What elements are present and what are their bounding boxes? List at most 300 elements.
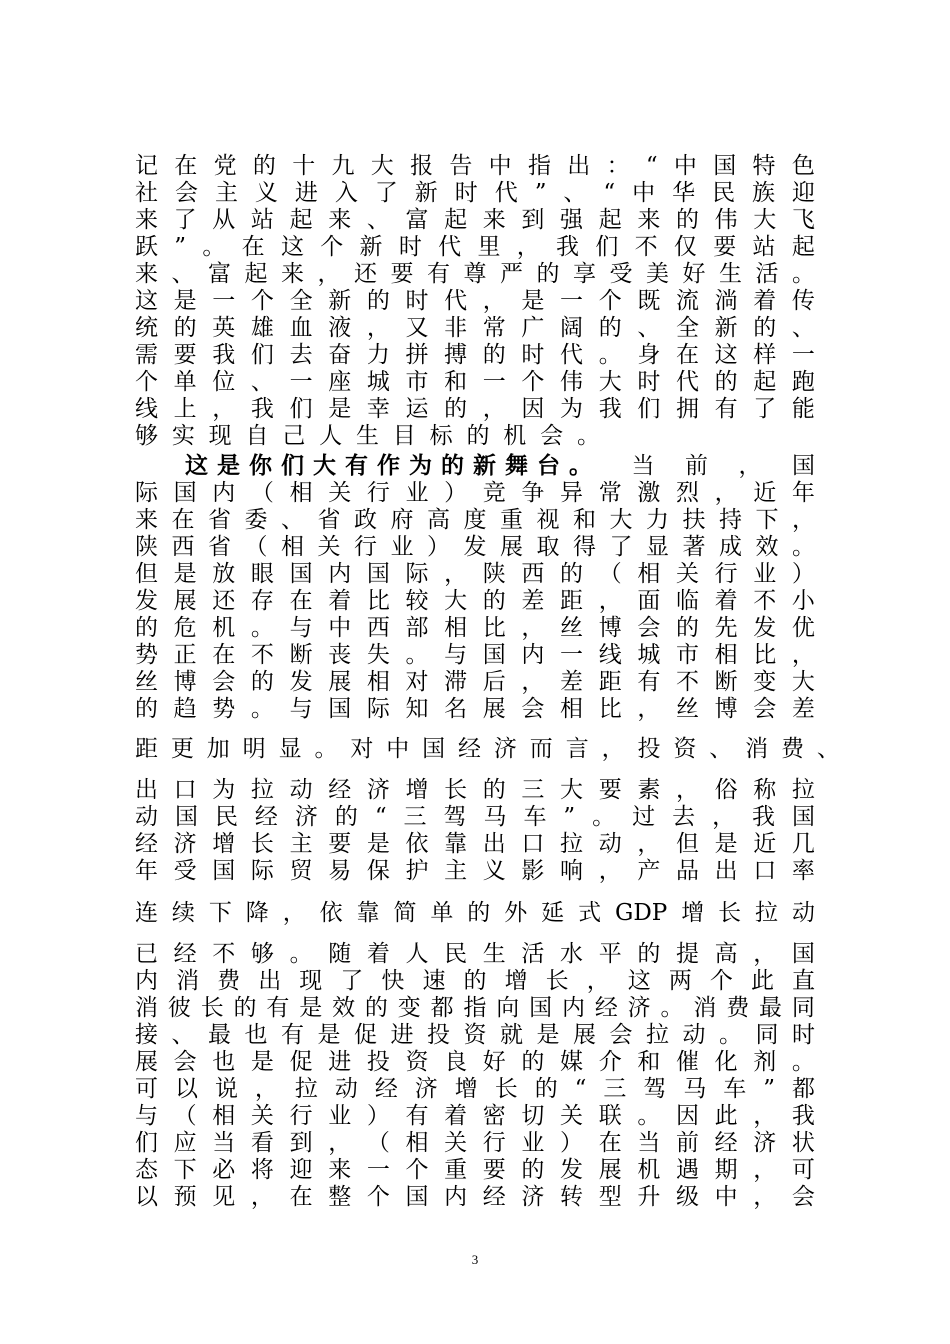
text-char: 扶 <box>682 507 706 533</box>
text-char: 言 <box>565 736 589 762</box>
heading-tail-char: 当 <box>631 453 655 479</box>
text-char: 相 <box>637 561 661 587</box>
text-char: 著 <box>682 534 706 560</box>
text-char: 投 <box>366 1049 390 1075</box>
text-char: 产 <box>637 858 661 884</box>
text-char: 这 <box>627 968 651 994</box>
text-char: 是 <box>714 831 738 857</box>
text-char: 能 <box>791 396 815 422</box>
text-char: 又 <box>405 315 429 341</box>
text-char: 主 <box>289 831 313 857</box>
text-char: 我 <box>791 1103 815 1129</box>
text-char: 。 <box>250 696 274 722</box>
text-char: 相 <box>212 1103 236 1129</box>
text-char: 在 <box>598 1130 622 1156</box>
text-char: 大 <box>753 207 777 233</box>
text-char: 。 <box>598 342 622 368</box>
text-char: 后 <box>482 669 506 695</box>
text-char: 们 <box>637 396 661 422</box>
text-char: 运 <box>405 396 429 422</box>
text-char: 。 <box>576 423 600 449</box>
text-char: 的 <box>334 804 358 830</box>
text-char: ， <box>482 396 506 422</box>
text-char: 民 <box>214 804 238 830</box>
text-char: 活 <box>521 941 545 967</box>
text-char: 与 <box>289 696 313 722</box>
text-char: 都 <box>430 995 454 1021</box>
text-char: 关 <box>250 1103 274 1129</box>
text-char: 关 <box>328 480 352 506</box>
text-char: 对 <box>350 736 374 762</box>
text-char: 在 <box>675 342 699 368</box>
text-char: ” <box>563 804 576 830</box>
text-char: 与 <box>135 1103 158 1129</box>
text-char: 是 <box>317 1022 341 1048</box>
text-char: 在 <box>241 234 265 260</box>
section-heading: 这是你们大有作为的新舞台。 <box>185 452 601 479</box>
text-char: 护 <box>405 858 429 884</box>
text-char: ） <box>791 561 815 587</box>
text-char: 提 <box>675 941 699 967</box>
text-char: 的 <box>482 777 506 803</box>
text-char: 关 <box>444 1130 468 1156</box>
text-char: 丧 <box>328 642 352 668</box>
text-char: 有 <box>405 1103 429 1129</box>
text-char: 陕 <box>482 561 506 587</box>
text-char: 变 <box>397 995 421 1021</box>
text-char: 临 <box>675 588 699 614</box>
text-char: ， <box>212 396 236 422</box>
text-char: 重 <box>444 1157 468 1183</box>
text-char: ） <box>366 1103 390 1129</box>
text-char: 升 <box>637 1184 661 1210</box>
text-char: 相 <box>281 534 304 560</box>
text-char: 、 <box>171 261 195 287</box>
text-char: 需 <box>135 342 158 368</box>
text-char: 口 <box>753 858 777 884</box>
text-char: ， <box>637 831 661 857</box>
text-char: ， <box>366 315 390 341</box>
text-char: 在 <box>289 588 313 614</box>
text-char: 趋 <box>173 696 197 722</box>
text-line <box>135 776 815 804</box>
text-char: 起 <box>444 207 468 233</box>
text-char: 政 <box>354 507 377 533</box>
text-char: 的 <box>135 615 158 641</box>
text-char: 时 <box>792 1022 815 1048</box>
text-char: 速 <box>422 968 446 994</box>
text-char: ” <box>534 180 547 206</box>
text-char: 这 <box>135 288 158 314</box>
text-char: 发 <box>463 534 487 560</box>
text-char: 出 <box>258 968 282 994</box>
text-char: 活 <box>755 261 779 287</box>
text-char: 断 <box>289 642 313 668</box>
text-char: 率 <box>791 858 815 884</box>
text-char: 伟 <box>560 369 584 395</box>
text-char: 发 <box>753 615 777 641</box>
text-char: 竞 <box>482 480 506 506</box>
text-char: 近 <box>753 831 777 857</box>
text-char: 新 <box>328 288 352 314</box>
text-char: 经 <box>714 1130 738 1156</box>
text-char: 中 <box>714 1184 738 1210</box>
text-char: 面 <box>637 588 661 614</box>
text-char: 会 <box>173 1049 197 1075</box>
text-char: 好 <box>482 1049 506 1075</box>
text-line <box>135 368 815 396</box>
text-char: 博 <box>173 669 197 695</box>
text-char: 但 <box>675 831 699 857</box>
text-char: 一 <box>366 1157 390 1183</box>
text-char: 大 <box>444 588 468 614</box>
text-char: 失 <box>366 642 390 668</box>
text-char: 座 <box>328 369 352 395</box>
text-char: 液 <box>328 315 352 341</box>
text-char: 素 <box>637 777 661 803</box>
text-line <box>135 1021 815 1049</box>
text-char: 动 <box>334 1076 358 1102</box>
text-char: 口 <box>173 777 197 803</box>
text-char: 。 <box>250 615 274 641</box>
text-char: 投 <box>637 736 661 762</box>
text-char: 国 <box>792 804 815 830</box>
text-char: 增 <box>681 900 705 926</box>
text-char: 、 <box>637 315 661 341</box>
text-char: 起 <box>753 369 777 395</box>
text-char: 际 <box>135 480 158 506</box>
text-char: 统 <box>135 315 158 341</box>
text-char: 淌 <box>714 288 738 314</box>
text-char: 飞 <box>791 207 815 233</box>
text-char: ） <box>560 1130 584 1156</box>
text-char: 关 <box>317 534 341 560</box>
text-char: 近 <box>753 480 777 506</box>
text-char: “ <box>603 180 616 206</box>
text-char: 差 <box>560 669 584 695</box>
text-char: 高 <box>714 941 738 967</box>
text-char: 同 <box>791 995 815 1021</box>
text-char: 城 <box>366 369 390 395</box>
text-char: 搏 <box>444 342 468 368</box>
text-char: 的 <box>637 941 661 967</box>
text-char: 对 <box>405 669 429 695</box>
text-char: 济 <box>493 736 517 762</box>
text-char: 华 <box>672 180 696 206</box>
text-char: 发 <box>560 1157 584 1183</box>
text-char: 还 <box>354 261 377 287</box>
text-char: 危 <box>173 615 197 641</box>
text-char: 了 <box>173 207 197 233</box>
text-char: 拼 <box>405 342 429 368</box>
heading-tail-char: ， <box>738 453 762 479</box>
text-char: 西 <box>366 615 390 641</box>
text-char: 行 <box>482 1130 506 1156</box>
text-char: 大 <box>791 669 815 695</box>
text-char: 、 <box>250 369 274 395</box>
text-char: 促 <box>289 1049 313 1075</box>
text-char: 是 <box>521 288 545 314</box>
text-char: 三 <box>603 1076 627 1102</box>
text-char: 与 <box>289 615 313 641</box>
text-char: 靠 <box>444 831 468 857</box>
text-char: 色 <box>791 153 815 179</box>
text-char: 现 <box>299 968 323 994</box>
text-char: 际 <box>405 561 429 587</box>
text-char: 和 <box>444 369 468 395</box>
text-char: 展 <box>328 669 352 695</box>
text-char: 义 <box>254 180 278 206</box>
text-char: 拉 <box>755 900 779 926</box>
text-char: 内 <box>444 1184 468 1210</box>
text-char: 放 <box>212 561 236 587</box>
text-char: 的 <box>467 900 491 926</box>
text-char: 的 <box>135 696 158 722</box>
text-char: 行 <box>354 534 377 560</box>
text-char: 大 <box>560 777 584 803</box>
text-char: 这 <box>714 342 738 368</box>
text-char: 业 <box>328 1103 352 1129</box>
text-char: 尊 <box>463 261 487 287</box>
text-char: 机 <box>212 615 236 641</box>
text-char: 线 <box>598 642 622 668</box>
text-char: 长 <box>545 968 569 994</box>
text-char: 里 <box>477 234 501 260</box>
text-char: 了 <box>609 534 633 560</box>
text-char: 的 <box>463 968 487 994</box>
text-char: 势 <box>212 696 236 722</box>
text-char: ， <box>328 1130 352 1156</box>
text-line <box>135 341 815 369</box>
text-char: 增 <box>212 831 236 857</box>
text-char: 前 <box>675 1130 699 1156</box>
text-char: 展 <box>598 1157 622 1183</box>
text-char: 。 <box>405 642 429 668</box>
text-char: 个 <box>521 369 545 395</box>
text-char: 下 <box>208 900 232 926</box>
text-char: 个 <box>366 1184 390 1210</box>
text-char: 内 <box>212 480 236 506</box>
text-char: 都 <box>792 1076 815 1102</box>
text-char: 代 <box>560 342 584 368</box>
text-char: 民 <box>712 180 736 206</box>
text-char: 血 <box>289 315 313 341</box>
text-char: 的 <box>536 261 560 287</box>
text-char: 要 <box>173 342 197 368</box>
text-char: 。 <box>637 1103 661 1129</box>
text-char: 国 <box>366 561 390 587</box>
text-char: 催 <box>675 1049 699 1075</box>
text-char: 们 <box>289 396 313 422</box>
text-char: 的 <box>466 423 490 449</box>
text-char: 相 <box>714 642 738 668</box>
text-char: 个 <box>250 288 274 314</box>
text-char: 因 <box>675 1103 699 1129</box>
text-line <box>135 614 815 642</box>
text-char: 着 <box>714 588 738 614</box>
text-char: 展 <box>135 1049 158 1075</box>
text-char: 可 <box>135 1076 158 1102</box>
text-char: 是 <box>366 831 390 857</box>
text-char: 西 <box>521 561 545 587</box>
text-char: 伟 <box>714 207 738 233</box>
text-line <box>135 735 840 763</box>
text-char: 为 <box>560 396 584 422</box>
text-char: 应 <box>173 1130 197 1156</box>
text-char: 媒 <box>560 1049 584 1075</box>
text-char: 既 <box>637 288 661 314</box>
text-char: 不 <box>634 234 658 260</box>
text-char: 几 <box>791 831 815 857</box>
text-char: 是 <box>250 1049 274 1075</box>
text-char: 富 <box>208 261 231 287</box>
text-char: ， <box>521 669 545 695</box>
text-line <box>135 260 815 288</box>
text-char: 部 <box>405 615 429 641</box>
text-char: 去 <box>672 804 696 830</box>
text-char: 时 <box>454 180 478 206</box>
text-char: 内 <box>328 561 352 587</box>
text-char: 马 <box>683 1076 707 1102</box>
text-char: 丝 <box>135 669 158 695</box>
text-char: 国 <box>174 804 198 830</box>
text-char: 态 <box>135 1157 158 1183</box>
text-char: 非 <box>444 315 468 341</box>
text-char: 个 <box>135 369 158 395</box>
text-char: 受 <box>609 261 633 287</box>
text-char: 行 <box>289 1103 313 1129</box>
text-char: 也 <box>212 1049 236 1075</box>
text-char: 展 <box>482 696 506 722</box>
text-char: 促 <box>354 1022 377 1048</box>
text-char: 个 <box>320 234 344 260</box>
text-char: 在 <box>289 1184 313 1210</box>
text-char: 大 <box>609 507 633 533</box>
text-char: 不 <box>212 941 236 967</box>
text-char: 车 <box>723 1076 747 1102</box>
text-char: 相 <box>444 615 468 641</box>
text-line <box>135 940 815 968</box>
text-char: 业 <box>521 1130 545 1156</box>
text-char: 新 <box>714 315 738 341</box>
text-char: 会 <box>753 696 777 722</box>
text-char: 度 <box>463 507 487 533</box>
text-char: 。 <box>719 1022 742 1048</box>
text-char: 广 <box>521 315 545 341</box>
text-char: 与 <box>444 642 468 668</box>
text-char: 从 <box>212 207 236 233</box>
text-char: 来 <box>135 507 158 533</box>
text-char: 生 <box>355 423 379 449</box>
text-char: 进 <box>328 1049 352 1075</box>
text-char: 相 <box>560 696 584 722</box>
text-char: 为 <box>212 777 236 803</box>
text-char: 中 <box>673 153 697 179</box>
text-char: 当 <box>637 1130 661 1156</box>
text-char: 简 <box>393 900 417 926</box>
text-char: 。 <box>289 941 313 967</box>
text-char: 英 <box>212 315 236 341</box>
text-char: 要 <box>328 831 352 857</box>
text-char: 成 <box>719 534 742 560</box>
text-char: 长 <box>494 1076 518 1102</box>
text-char: 拉 <box>646 1022 669 1048</box>
text-line <box>135 803 815 831</box>
text-char: 是 <box>299 995 323 1021</box>
text-char: 的 <box>675 207 699 233</box>
text-char: 外 <box>504 900 528 926</box>
text-char: “ <box>574 1076 587 1102</box>
text-char: 同 <box>755 1022 779 1048</box>
text-char: 会 <box>521 696 545 722</box>
text-char: 受 <box>173 858 197 884</box>
text-char: 是 <box>328 396 352 422</box>
text-char: 在 <box>174 153 198 179</box>
text-char: 济 <box>414 1076 438 1102</box>
text-line <box>135 857 815 885</box>
text-char: 济 <box>627 995 651 1021</box>
text-char: 义 <box>482 858 506 884</box>
text-line <box>135 206 815 234</box>
text-char: 力 <box>366 342 390 368</box>
text-char: 说 <box>214 1076 238 1102</box>
text-char: 来 <box>328 1157 352 1183</box>
text-char: 国 <box>328 696 352 722</box>
text-char: ） <box>444 480 468 506</box>
text-char: 西 <box>171 534 195 560</box>
text-char: 异 <box>560 480 584 506</box>
text-line <box>135 1183 815 1211</box>
text-char: 省 <box>317 507 341 533</box>
text-char: 现 <box>208 423 232 449</box>
text-char: 进 <box>390 1022 414 1048</box>
text-char: 取 <box>536 534 560 560</box>
text-char: 起 <box>244 261 268 287</box>
text-char: （ <box>598 561 622 587</box>
text-char: 加 <box>206 736 230 762</box>
text-char: 过 <box>632 804 656 830</box>
text-char: 来 <box>482 207 506 233</box>
text-char: 中 <box>488 153 512 179</box>
text-char: 联 <box>598 1103 622 1129</box>
text-char: 身 <box>637 342 661 368</box>
text-char: 力 <box>646 507 669 533</box>
text-char: 良 <box>444 1049 468 1075</box>
text-char: 明 <box>242 736 266 762</box>
text-char: 我 <box>212 342 236 368</box>
text-char: 看 <box>250 1130 274 1156</box>
text-char: 够 <box>250 941 274 967</box>
text-char: 进 <box>294 180 318 206</box>
text-char: 个 <box>709 968 733 994</box>
text-char: 不 <box>753 588 777 614</box>
text-char: 好 <box>682 261 706 287</box>
text-char: 会 <box>212 669 236 695</box>
text-char: 必 <box>212 1157 236 1183</box>
text-char: ， <box>675 777 699 803</box>
text-char: 长 <box>444 777 468 803</box>
text-char: 是 <box>536 1022 560 1048</box>
text-char: 相 <box>405 1130 429 1156</box>
text-char: 站 <box>752 234 776 260</box>
text-line <box>135 395 815 423</box>
text-char: 一 <box>791 342 815 368</box>
text-char: 了 <box>374 180 398 206</box>
text-char: 们 <box>595 234 619 260</box>
text-char: 着 <box>444 1103 468 1129</box>
text-char: 拉 <box>294 1076 318 1102</box>
text-char: ， <box>753 1184 777 1210</box>
